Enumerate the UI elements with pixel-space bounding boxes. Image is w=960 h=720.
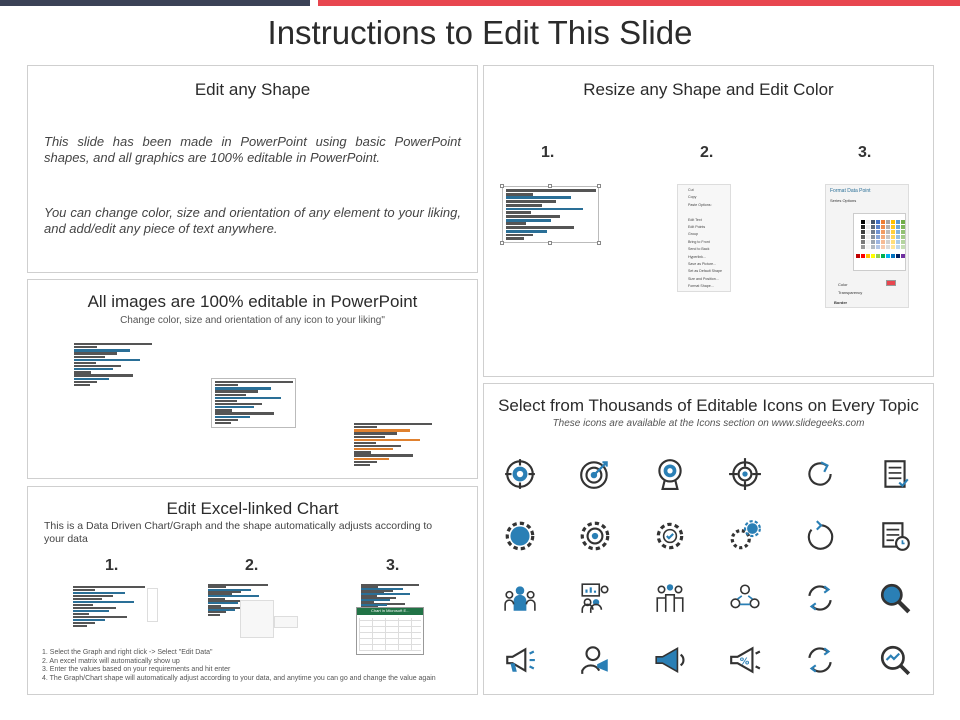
bar-chart-image[interactable] xyxy=(74,343,152,387)
chart-bar xyxy=(208,614,220,616)
chart-bar xyxy=(215,422,231,424)
chart-bar xyxy=(74,371,91,373)
target-icon[interactable] xyxy=(500,454,540,494)
resize-handle[interactable] xyxy=(548,241,552,245)
top-accent-bar-red xyxy=(318,0,960,6)
chart-bar xyxy=(354,451,371,453)
slide-title: Instructions to Edit This Slide xyxy=(267,14,693,51)
color-swatch[interactable] xyxy=(881,225,885,229)
standard-color-swatch[interactable] xyxy=(891,254,895,258)
chart-bar xyxy=(73,616,127,618)
instruction-line: 2. An excel matrix will automatically show up xyxy=(42,657,180,665)
panel-resize xyxy=(483,65,934,377)
panel-title: Resize any Shape and Edit Color xyxy=(583,80,834,99)
color-swatch[interactable] xyxy=(871,230,875,234)
chart-bar xyxy=(73,598,102,600)
format-data-point-pane[interactable] xyxy=(825,184,909,308)
color-swatch[interactable] xyxy=(866,235,870,239)
color-swatch[interactable] xyxy=(871,220,875,224)
chart-bar xyxy=(354,454,413,456)
color-swatch[interactable] xyxy=(861,235,865,239)
color-swatch[interactable] xyxy=(881,220,885,224)
color-swatch[interactable] xyxy=(876,225,880,229)
chart-bar xyxy=(506,237,524,240)
excel-window[interactable] xyxy=(356,607,424,655)
discount-megaphone-icon[interactable] xyxy=(725,640,765,680)
instruction-line: 1. Select the Graph and right click -> Select "Edit Data" xyxy=(42,649,213,656)
chart-bar xyxy=(354,448,393,450)
panel-title: Select from Thousands of Editable Icons on Every Topic xyxy=(498,396,919,415)
chart-bar xyxy=(74,374,133,376)
chart-bar xyxy=(215,387,271,389)
edit-data-menu[interactable] xyxy=(240,600,274,638)
excel-chart-step-1[interactable] xyxy=(73,586,145,628)
context-menu-item[interactable]: Bring to Front xyxy=(688,239,710,244)
context-menu-item[interactable]: Group xyxy=(688,232,698,237)
color-swatch[interactable] xyxy=(871,245,875,249)
resize-handle[interactable] xyxy=(548,184,552,188)
panel-edit-shape xyxy=(27,65,478,273)
color-swatch[interactable] xyxy=(876,245,880,249)
chart-bar xyxy=(354,442,376,444)
chart-bar xyxy=(74,346,97,348)
panel-title: All images are 100% editable in PowerPoint xyxy=(87,292,418,311)
standard-color-swatch[interactable] xyxy=(876,254,880,258)
chart-bar xyxy=(506,211,531,214)
color-picker-button[interactable] xyxy=(886,280,896,286)
color-swatch[interactable] xyxy=(901,235,905,239)
chart-bar xyxy=(74,362,96,364)
chart-bar xyxy=(73,586,145,588)
chart-bar xyxy=(74,359,140,361)
chart-bar xyxy=(354,429,410,431)
instruction-line: 4. The Graph/Chart shape will automatically adjust according to your data, and anytime you can go and change the value again xyxy=(42,674,436,682)
color-swatch[interactable] xyxy=(861,245,865,249)
chart-bar xyxy=(506,189,596,192)
color-swatch[interactable] xyxy=(901,245,905,249)
chart-bar xyxy=(73,592,125,594)
color-swatch[interactable] xyxy=(861,240,865,244)
chart-bar xyxy=(74,378,109,380)
color-swatch[interactable] xyxy=(856,225,860,229)
chart-bar xyxy=(354,423,432,425)
checklist-clock-icon[interactable] xyxy=(875,516,915,556)
gear-icon[interactable] xyxy=(500,516,540,556)
color-swatch[interactable] xyxy=(891,235,895,239)
refresh-arrow-icon[interactable] xyxy=(800,454,840,494)
color-swatch[interactable] xyxy=(891,225,895,229)
chart-bar xyxy=(354,445,401,447)
chart-bar xyxy=(215,400,237,402)
excel-instructions xyxy=(42,649,436,683)
instruction-line: 3. Enter the values based on your requirements and hit enter xyxy=(42,666,231,673)
step-number: 3. xyxy=(386,557,400,574)
color-swatch[interactable] xyxy=(861,220,865,224)
standard-color-swatch[interactable] xyxy=(901,254,905,258)
chart-bar xyxy=(506,208,583,211)
color-swatch[interactable] xyxy=(901,230,905,234)
excel-grid xyxy=(359,618,421,651)
chart-bar xyxy=(73,601,134,603)
resize-handle[interactable] xyxy=(500,184,504,188)
color-swatch[interactable] xyxy=(886,235,890,239)
excel-description: This is a Data Driven Chart/Graph and the shape automatically adjusts according to your data xyxy=(44,520,433,545)
color-swatch[interactable] xyxy=(901,225,905,229)
chart-bar xyxy=(506,196,571,199)
chart-bar xyxy=(354,439,420,441)
standard-color-swatch[interactable] xyxy=(881,254,885,258)
panel-subtitle: These icons are available at the Icons section on www.slidegeeks.com xyxy=(552,418,865,429)
bar-chart-image-orange[interactable] xyxy=(354,423,432,467)
chart-bar xyxy=(74,384,90,386)
chart-bar xyxy=(506,215,560,218)
chart-bar xyxy=(73,619,105,621)
chart-bar xyxy=(506,193,533,196)
chart-bar xyxy=(215,416,250,418)
bar-chart-thumbnail xyxy=(506,189,596,241)
panel-icons xyxy=(483,383,934,695)
color-swatch[interactable] xyxy=(871,235,875,239)
selected-chart-image[interactable] xyxy=(211,378,296,428)
chart-bar xyxy=(354,461,377,463)
color-swatch[interactable] xyxy=(901,240,905,244)
color-swatch[interactable] xyxy=(891,220,895,224)
chart-bar xyxy=(215,390,258,392)
color-swatch[interactable] xyxy=(876,235,880,239)
panel-title: Edit Excel-linked Chart xyxy=(166,499,339,518)
megaphone-icon[interactable] xyxy=(500,640,540,680)
edit-data-submenu[interactable] xyxy=(274,616,298,628)
bar-chart-image xyxy=(215,381,293,425)
chart-bar xyxy=(354,432,397,434)
team-network-icon[interactable] xyxy=(725,578,765,618)
panel-images xyxy=(27,279,478,479)
paragraph-1: This slide has been made in PowerPoint using basic PowerPoint shapes, and all graphics are 100% editable in PowerPoint. xyxy=(44,134,461,165)
standard-color-swatch[interactable] xyxy=(866,254,870,258)
magnifier-icon[interactable] xyxy=(875,578,915,618)
chart-bar xyxy=(506,222,526,225)
business-team-icon[interactable] xyxy=(650,578,690,618)
chart-bar xyxy=(73,613,89,615)
color-swatch[interactable] xyxy=(876,230,880,234)
color-swatch[interactable] xyxy=(891,245,895,249)
color-swatch[interactable] xyxy=(881,235,885,239)
context-menu-item[interactable]: Format Shape... xyxy=(688,284,714,289)
context-menu[interactable] xyxy=(677,184,731,292)
border-label: Border xyxy=(834,300,848,305)
color-swatch[interactable] xyxy=(876,240,880,244)
target-trophy-icon[interactable] xyxy=(650,454,690,494)
color-swatch[interactable] xyxy=(856,240,860,244)
analytics-magnifier-icon[interactable] xyxy=(875,640,915,680)
color-swatch[interactable] xyxy=(886,225,890,229)
chart-bar xyxy=(74,381,97,383)
color-label: Color xyxy=(838,282,848,287)
gear-check-icon[interactable] xyxy=(650,516,690,556)
checklist-document-icon[interactable] xyxy=(875,454,915,494)
marketing-megaphone-icon[interactable] xyxy=(650,640,690,680)
cycle-arrows-icon[interactable] xyxy=(800,578,840,618)
color-swatch[interactable] xyxy=(876,220,880,224)
panel-title: Edit any Shape xyxy=(194,80,311,99)
standard-color-swatch[interactable] xyxy=(896,254,900,258)
color-swatch[interactable] xyxy=(866,220,870,224)
step-number: 1. xyxy=(541,144,555,161)
color-swatch[interactable] xyxy=(861,230,865,234)
chart-bar xyxy=(215,409,232,411)
chart-bar xyxy=(73,589,95,591)
context-menu-item[interactable]: Set as Default Shape xyxy=(688,269,722,274)
chart-bar xyxy=(506,234,533,237)
team-leader-icon[interactable] xyxy=(500,578,540,618)
chart-bar xyxy=(506,200,556,203)
color-swatch[interactable] xyxy=(856,245,860,249)
color-swatch[interactable] xyxy=(886,245,890,249)
chart-bar xyxy=(215,412,274,414)
step-number: 1. xyxy=(105,557,119,574)
color-swatch[interactable] xyxy=(866,240,870,244)
svg-text:%: % xyxy=(739,656,750,668)
format-pane-title: Format Data Point xyxy=(830,188,871,194)
chart-bar xyxy=(73,610,109,612)
chart-bar xyxy=(215,381,293,383)
context-menu-item[interactable]: Hyperlink... xyxy=(688,254,706,259)
color-swatch[interactable] xyxy=(896,230,900,234)
crosshair-icon[interactable] xyxy=(725,454,765,494)
context-menu-item[interactable]: Send to Back xyxy=(688,247,710,252)
standard-color-swatch[interactable] xyxy=(861,254,865,258)
series-options-label: Series Options xyxy=(830,198,857,203)
color-swatch[interactable] xyxy=(881,230,885,234)
dartboard-icon[interactable] xyxy=(575,454,615,494)
transparency-label: Transparency xyxy=(838,290,863,295)
chart-bar xyxy=(354,464,370,466)
color-swatch[interactable] xyxy=(856,220,860,224)
chart-bar xyxy=(215,419,238,421)
color-swatch[interactable] xyxy=(861,225,865,229)
color-swatch[interactable] xyxy=(881,245,885,249)
chart-bar xyxy=(215,406,254,408)
color-swatch[interactable] xyxy=(891,240,895,244)
selected-chart[interactable] xyxy=(502,186,599,243)
circular-arrow-icon[interactable] xyxy=(800,516,840,556)
context-menu-item[interactable]: Edit Text xyxy=(688,217,702,222)
color-swatch[interactable] xyxy=(856,235,860,239)
color-swatch[interactable] xyxy=(866,245,870,249)
color-swatch[interactable] xyxy=(886,230,890,234)
customer-service-icon[interactable] xyxy=(575,640,615,680)
color-swatch[interactable] xyxy=(896,225,900,229)
standard-color-swatch[interactable] xyxy=(856,254,860,258)
color-swatch[interactable] xyxy=(866,230,870,234)
panel-subtitle: Change color, size and orientation of any icon to your liking" xyxy=(120,315,385,326)
chart-bar xyxy=(215,384,238,386)
step-number: 2. xyxy=(245,557,259,574)
chart-bar xyxy=(506,204,542,207)
color-swatch[interactable] xyxy=(881,240,885,244)
color-swatch[interactable] xyxy=(886,240,890,244)
presentation-team-icon[interactable] xyxy=(575,578,615,618)
top-accent-bar-dark xyxy=(0,0,310,6)
chart-bar xyxy=(74,349,130,351)
gears-icon[interactable] xyxy=(725,516,765,556)
paragraph-2: You can change color, size and orientation of any element to your liking, and add/edit any piece of text anywhere. xyxy=(44,205,461,236)
chart-edit-buttons[interactable] xyxy=(147,588,158,622)
step-number: 3. xyxy=(858,144,872,161)
chart-bar xyxy=(73,607,116,609)
context-menu-item[interactable]: Copy xyxy=(688,195,697,200)
color-swatch[interactable] xyxy=(886,220,890,224)
chart-bar xyxy=(506,226,574,229)
gear-target-icon[interactable] xyxy=(575,516,615,556)
chart-bar xyxy=(74,356,105,358)
chart-bar xyxy=(506,230,547,233)
color-swatch[interactable] xyxy=(896,240,900,244)
chart-bar xyxy=(73,625,87,627)
cycle-arrows-icon[interactable] xyxy=(800,640,840,680)
color-swatch[interactable] xyxy=(856,230,860,234)
chart-bar xyxy=(73,604,93,606)
excel-window-title: Chart in Microsoft E... xyxy=(357,608,423,615)
chart-bar xyxy=(74,352,117,354)
resize-handle[interactable] xyxy=(500,241,504,245)
chart-bar xyxy=(74,365,121,367)
color-swatch[interactable] xyxy=(896,220,900,224)
chart-bar xyxy=(74,343,152,345)
standard-color-swatch[interactable] xyxy=(886,254,890,258)
chart-bar xyxy=(73,622,95,624)
context-menu-item[interactable]: Edit Points xyxy=(688,225,706,229)
resize-handle[interactable] xyxy=(597,241,601,245)
color-swatch[interactable] xyxy=(866,225,870,229)
color-swatch[interactable] xyxy=(871,240,875,244)
color-swatch[interactable] xyxy=(871,225,875,229)
color-swatch[interactable] xyxy=(896,245,900,249)
chart-bar xyxy=(215,394,246,396)
context-menu-item[interactable]: Paste Options: xyxy=(688,202,712,207)
chart-bar xyxy=(354,436,385,438)
standard-color-swatch[interactable] xyxy=(871,254,875,258)
chart-bar xyxy=(506,219,551,222)
context-menu-item[interactable]: Save as Picture... xyxy=(688,262,717,266)
chart-bar xyxy=(74,368,113,370)
chart-bar xyxy=(73,595,113,597)
context-menu-item[interactable]: Cut xyxy=(688,188,694,192)
color-swatch[interactable] xyxy=(891,230,895,234)
resize-handle[interactable] xyxy=(597,184,601,188)
step-number: 2. xyxy=(700,144,714,161)
chart-bar xyxy=(215,397,281,399)
color-palette[interactable] xyxy=(853,213,906,271)
chart-bar xyxy=(215,403,262,405)
chart-bar xyxy=(354,426,377,428)
color-swatch[interactable] xyxy=(896,235,900,239)
color-swatch[interactable] xyxy=(901,220,905,224)
chart-bar xyxy=(354,458,389,460)
context-menu-item[interactable]: Size and Position... xyxy=(688,276,719,281)
